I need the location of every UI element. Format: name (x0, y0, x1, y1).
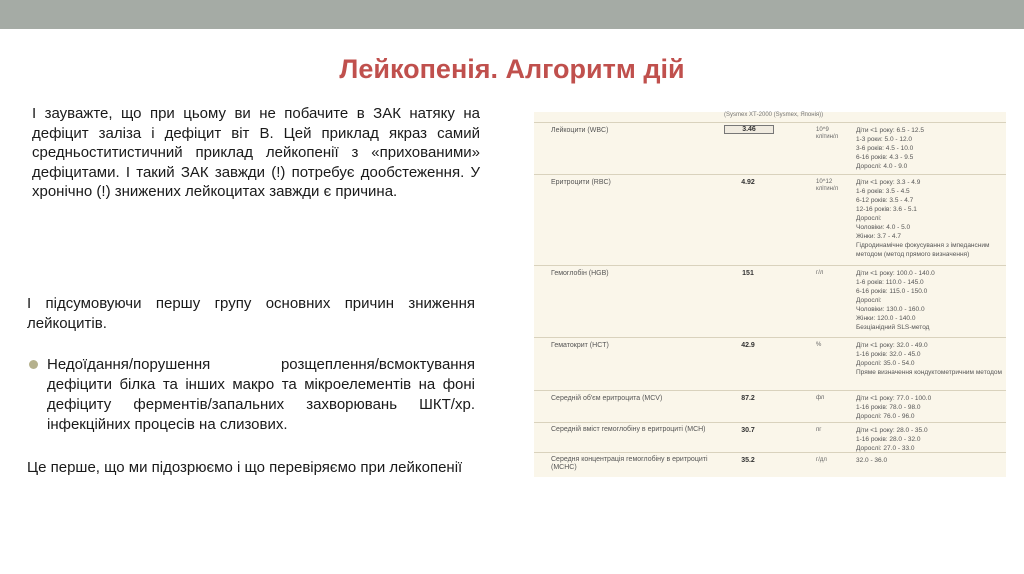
lab-test-name: Еритроцити (RBC) (551, 179, 611, 186)
lab-test-name: Гемоглобін (HGB) (551, 270, 609, 277)
bullet-item (27, 355, 475, 435)
lab-test-name: Середній вміст гемоглобіну в еритроциті (MCH) (551, 426, 706, 433)
lab-test-reference: 32.0 - 36.0 (856, 457, 888, 464)
lab-test-name: Гематокрит (HCT) (551, 342, 609, 349)
lab-test-unit: % (816, 342, 822, 348)
lab-test-reference: Діти <1 року: 6.5 - 12.5 1-3 роки: 5.0 - 12.0 3-6 років: 4.5 - 10.0 6-16 років: 4.3 - 9.5 Дорослі: 4.0 - 9.0 (856, 127, 924, 170)
paragraph-intro: І зауважте, що при цьому ви не побачите в ЗАК натяку на дефіцит заліза і дефіцит віт В. Цей приклад якраз самий средньоститистичний приклад лейкопенії з «прихованими» дефіцитами. І такий ЗАК завжди (!) потребує дообстеження. У хронічно (!) знижених лейкоцитах завжди є причина. (32, 105, 480, 200)
lab-test-value: 4.92 (741, 179, 755, 186)
lab-test-unit: 10^9 клітин/л (816, 127, 839, 140)
lab-test-unit: г/л (816, 270, 824, 276)
lab-test-name: Лейкоцити (WBC) (551, 127, 609, 134)
lab-test-reference: Діти <1 року: 3.3 - 4.9 1-6 років: 3.5 - 4.5 6-12 років: 3.5 - 4.7 12-16 років: 3.6 - 5.1 Дорослі: Чоловіки: 4.0 - 5.0 Жінки: 3.7 - 4.7 Гідродинамічне фокусування з імпедансним методом (метод прямого визначення) (856, 179, 990, 258)
lab-test-value: 3.46 (724, 125, 774, 134)
lab-test-unit: 10^12 клітин/л (816, 179, 839, 192)
lab-test-value: 35.2 (741, 457, 755, 464)
lab-test-unit: пг (816, 427, 822, 433)
lab-test-value: 42.9 (741, 342, 755, 349)
lab-header: (Sysmex ХТ-2000 (Sysmex, Японія)) (724, 112, 824, 118)
lab-test-name: Середня концентрація гемоглобіну в еритроциті (MCHC) (551, 456, 708, 471)
slide-title: Лейкопенія. Алгоритм дій (339, 54, 685, 84)
top-bar (0, 0, 1024, 29)
bullet-text: Недоїдання/порушення розщеплення/всмоктування дефіцити білка та інших макро та мікроелементів на фоні дефіциту ферментів/запальних захворювань ШКТ/хр. інфекційних процесів на слизових. (47, 356, 475, 433)
lab-test-name: Середній об'єм еритроцита (MCV) (551, 395, 663, 402)
bullet-dot-icon (29, 360, 38, 369)
lab-test-unit: фл (816, 395, 825, 401)
lab-test-reference: Діти <1 року: 28.0 - 35.0 1-16 років: 28.0 - 32.0 Дорослі: 27.0 - 33.0 (856, 427, 928, 452)
paragraph-summary: І підсумовуючи першу групу основних причин зниження лейкоцитів. (27, 295, 475, 332)
lab-test-unit: г/дл (816, 457, 827, 463)
lab-test-reference: Діти <1 року: 100.0 - 140.0 1-6 років: 110.0 - 145.0 6-16 років: 115.0 - 150.0 Дорослі: Чоловіки: 130.0 - 160.0 Жінки: 120.0 - 140.0 Безціанідний SLS-метод (856, 270, 935, 331)
lab-test-reference: Діти <1 року: 32.0 - 49.0 1-16 років: 32.0 - 45.0 Дорослі: 35.0 - 54.0 Пряме визначення кондуктометричним методом (856, 342, 1002, 376)
paragraph-conclusion: Це перше, що ми підозрюємо і що перевіряємо при лейкопенії (27, 459, 463, 476)
lab-test-value: 30.7 (741, 427, 755, 434)
lab-test-reference: Діти <1 року: 77.0 - 100.0 1-16 років: 78.0 - 98.0 Дорослі: 76.0 - 96.0 (856, 395, 932, 420)
lab-test-value: 87.2 (741, 395, 755, 402)
lab-results-image (534, 112, 1006, 477)
lab-test-value: 151 (742, 270, 754, 277)
